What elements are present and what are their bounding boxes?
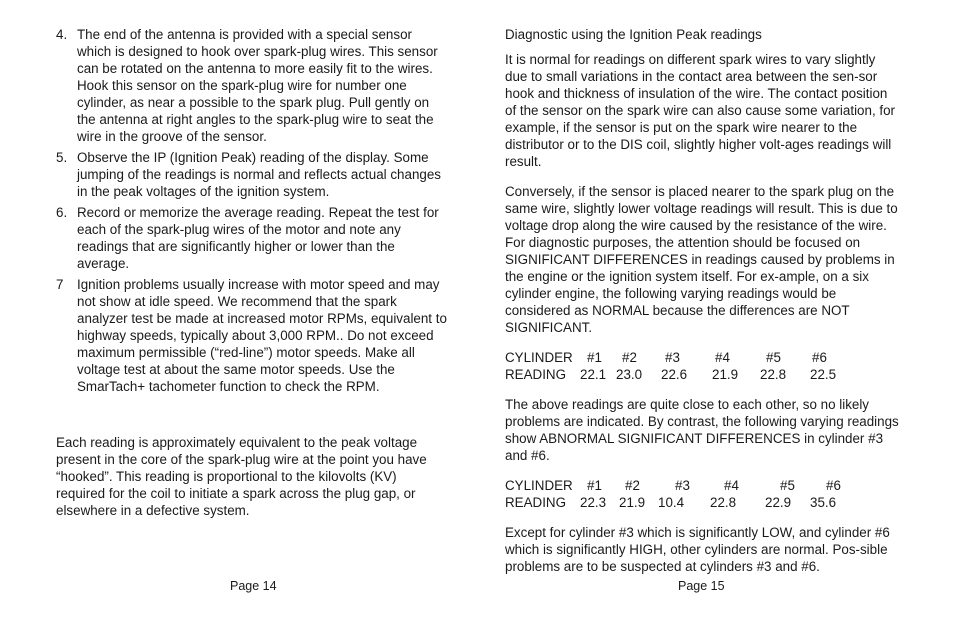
reading-cell: 22.9: [765, 495, 792, 510]
paragraph: It is normal for readings on different spark wires to vary slightly due to small variations in the contact area between the sen-sor hook and thickness of insulation of the wire. The contact position of the sensor on the spark wire can also cause some variation, for example, if the sensor is put on the spark wire nearer to the distributor or to the DIS coil, slightly higher volt-ages readings will result.: [505, 52, 896, 169]
list-item-number: 4.: [56, 27, 68, 42]
reading-row: [505, 366, 900, 383]
paragraph: The above readings are quite close to each other, so no likely problems are indicated. By contrast, the following varying readings show ABNORMAL SIGNIFICANT DIFFERENCES in cylinder #3 and #6.: [505, 397, 899, 463]
list-item-number: 7: [56, 277, 64, 292]
reading-cell: 22.1: [580, 367, 607, 382]
cylinder-label: CYLINDER: [505, 478, 573, 493]
list-item-number: 5.: [56, 150, 68, 165]
cylinder-cell: #5: [766, 350, 781, 365]
reading-cell: 22.6: [661, 367, 688, 382]
reading-cell: 22.8: [760, 367, 787, 382]
cylinder-cell: #2: [622, 350, 637, 365]
paragraph: Conversely, if the sensor is placed nearer to the spark plug on the same wire, slightly lower voltage readings will result. This is due to voltage drop along the wire caused by the resistance of the wire. For diagnostic purposes, the attention should be focused on SIGNIFICANT DIFFERENCES in readings caused by problems in the engine or the ignition system itself. For ex-ample, on a six cylinder engine, the following varying readings would be considered as NORMAL because the differences are NOT SIGNIFICANT.: [505, 184, 898, 335]
cylinder-cell: #2: [625, 478, 640, 493]
cylinder-cell: #6: [812, 350, 827, 365]
reading-cell: 22.3: [580, 495, 607, 510]
list-item-number: 6.: [56, 205, 68, 220]
reading-label: READING: [505, 367, 567, 382]
cylinder-cell: #6: [826, 478, 841, 493]
reading-row: [505, 494, 900, 511]
normal-readings-table: [505, 349, 900, 383]
reading-cell: 22.5: [810, 367, 837, 382]
abnormal-readings-table: [505, 477, 900, 511]
list-item-text: Record or memorize the average reading. Repeat the test for each of the spark-plug wires of the motor and note any readings that are significantly higher or lower than the average.: [77, 205, 439, 271]
list-item: [56, 149, 448, 200]
reading-cell: 10.4: [658, 495, 685, 510]
list-item-text: Observe the IP (Ignition Peak) reading of the display. Some jumping of the readings is normal and reflects actual changes in the peak voltages of the ignition system.: [77, 150, 441, 199]
cylinder-cell: #4: [724, 478, 739, 493]
cylinder-cell: #1: [587, 350, 602, 365]
list-item-text: The end of the antenna is provided with a special sensor which is designed to hook over spark-plug wires. This sensor can be rotated on the antenna to more easily fit to the wires. Hook this sensor on the spark-plug wire for number one cylinder, as near a possible to the spark plug. Pull gently on the antenna at right angles to the spark-plug wire to seat the wire in the groove of the sensor.: [77, 27, 438, 144]
cylinder-cell: #5: [780, 478, 795, 493]
reading-cell: 22.8: [710, 495, 737, 510]
list-item-text: Ignition problems usually increase with motor speed and may not show at idle speed. We recommend that the spark analyzer test be made at increased motor RPMs, equivalent to highway speeds, typically about 3,000 RPM.. Do not exceed maximum permissible (“red-line”) motor speeds. Make all voltage test at about the same motor speeds. Use the SmarTach+ tachometer function to check the RPM.: [77, 277, 447, 394]
reading-explanation-paragraph: Each reading is approximately equivalent to the peak voltage present in the core of the spark-plug wire at the point you have “hooked”. This reading is proportional to the kilovolts (KV) required for the coil to initiate a spark across the plug gap, or elsewhere in a defective system.: [56, 435, 427, 518]
cylinder-row: [505, 477, 900, 494]
cylinder-label: CYLINDER: [505, 350, 573, 365]
list-item: [56, 204, 448, 272]
section-heading: Diagnostic using the Ignition Peak readings: [505, 27, 762, 42]
paragraph: Except for cylinder #3 which is significantly LOW, and cylinder #6 which is significantly HIGH, other cylinders are normal. Pos-sible problems are to be suspected at cylinders #3 and #6.: [505, 525, 890, 574]
reading-cell: 21.9: [712, 367, 739, 382]
cylinder-cell: #4: [715, 350, 730, 365]
instruction-list: [56, 26, 448, 399]
cylinder-cell: #3: [675, 478, 690, 493]
reading-label: READING: [505, 495, 567, 510]
cylinder-row: [505, 349, 900, 366]
list-item: [56, 26, 448, 145]
cylinder-cell: #1: [587, 478, 602, 493]
diagnostic-section: [505, 26, 900, 588]
right-page: [477, 0, 954, 618]
page-number: Page 15: [678, 579, 725, 593]
reading-cell: 35.6: [810, 495, 837, 510]
reading-cell: 23.0: [616, 367, 643, 382]
list-item: [56, 276, 448, 395]
reading-cell: 21.9: [619, 495, 646, 510]
cylinder-cell: #3: [665, 350, 680, 365]
page-number: Page 14: [230, 579, 277, 593]
